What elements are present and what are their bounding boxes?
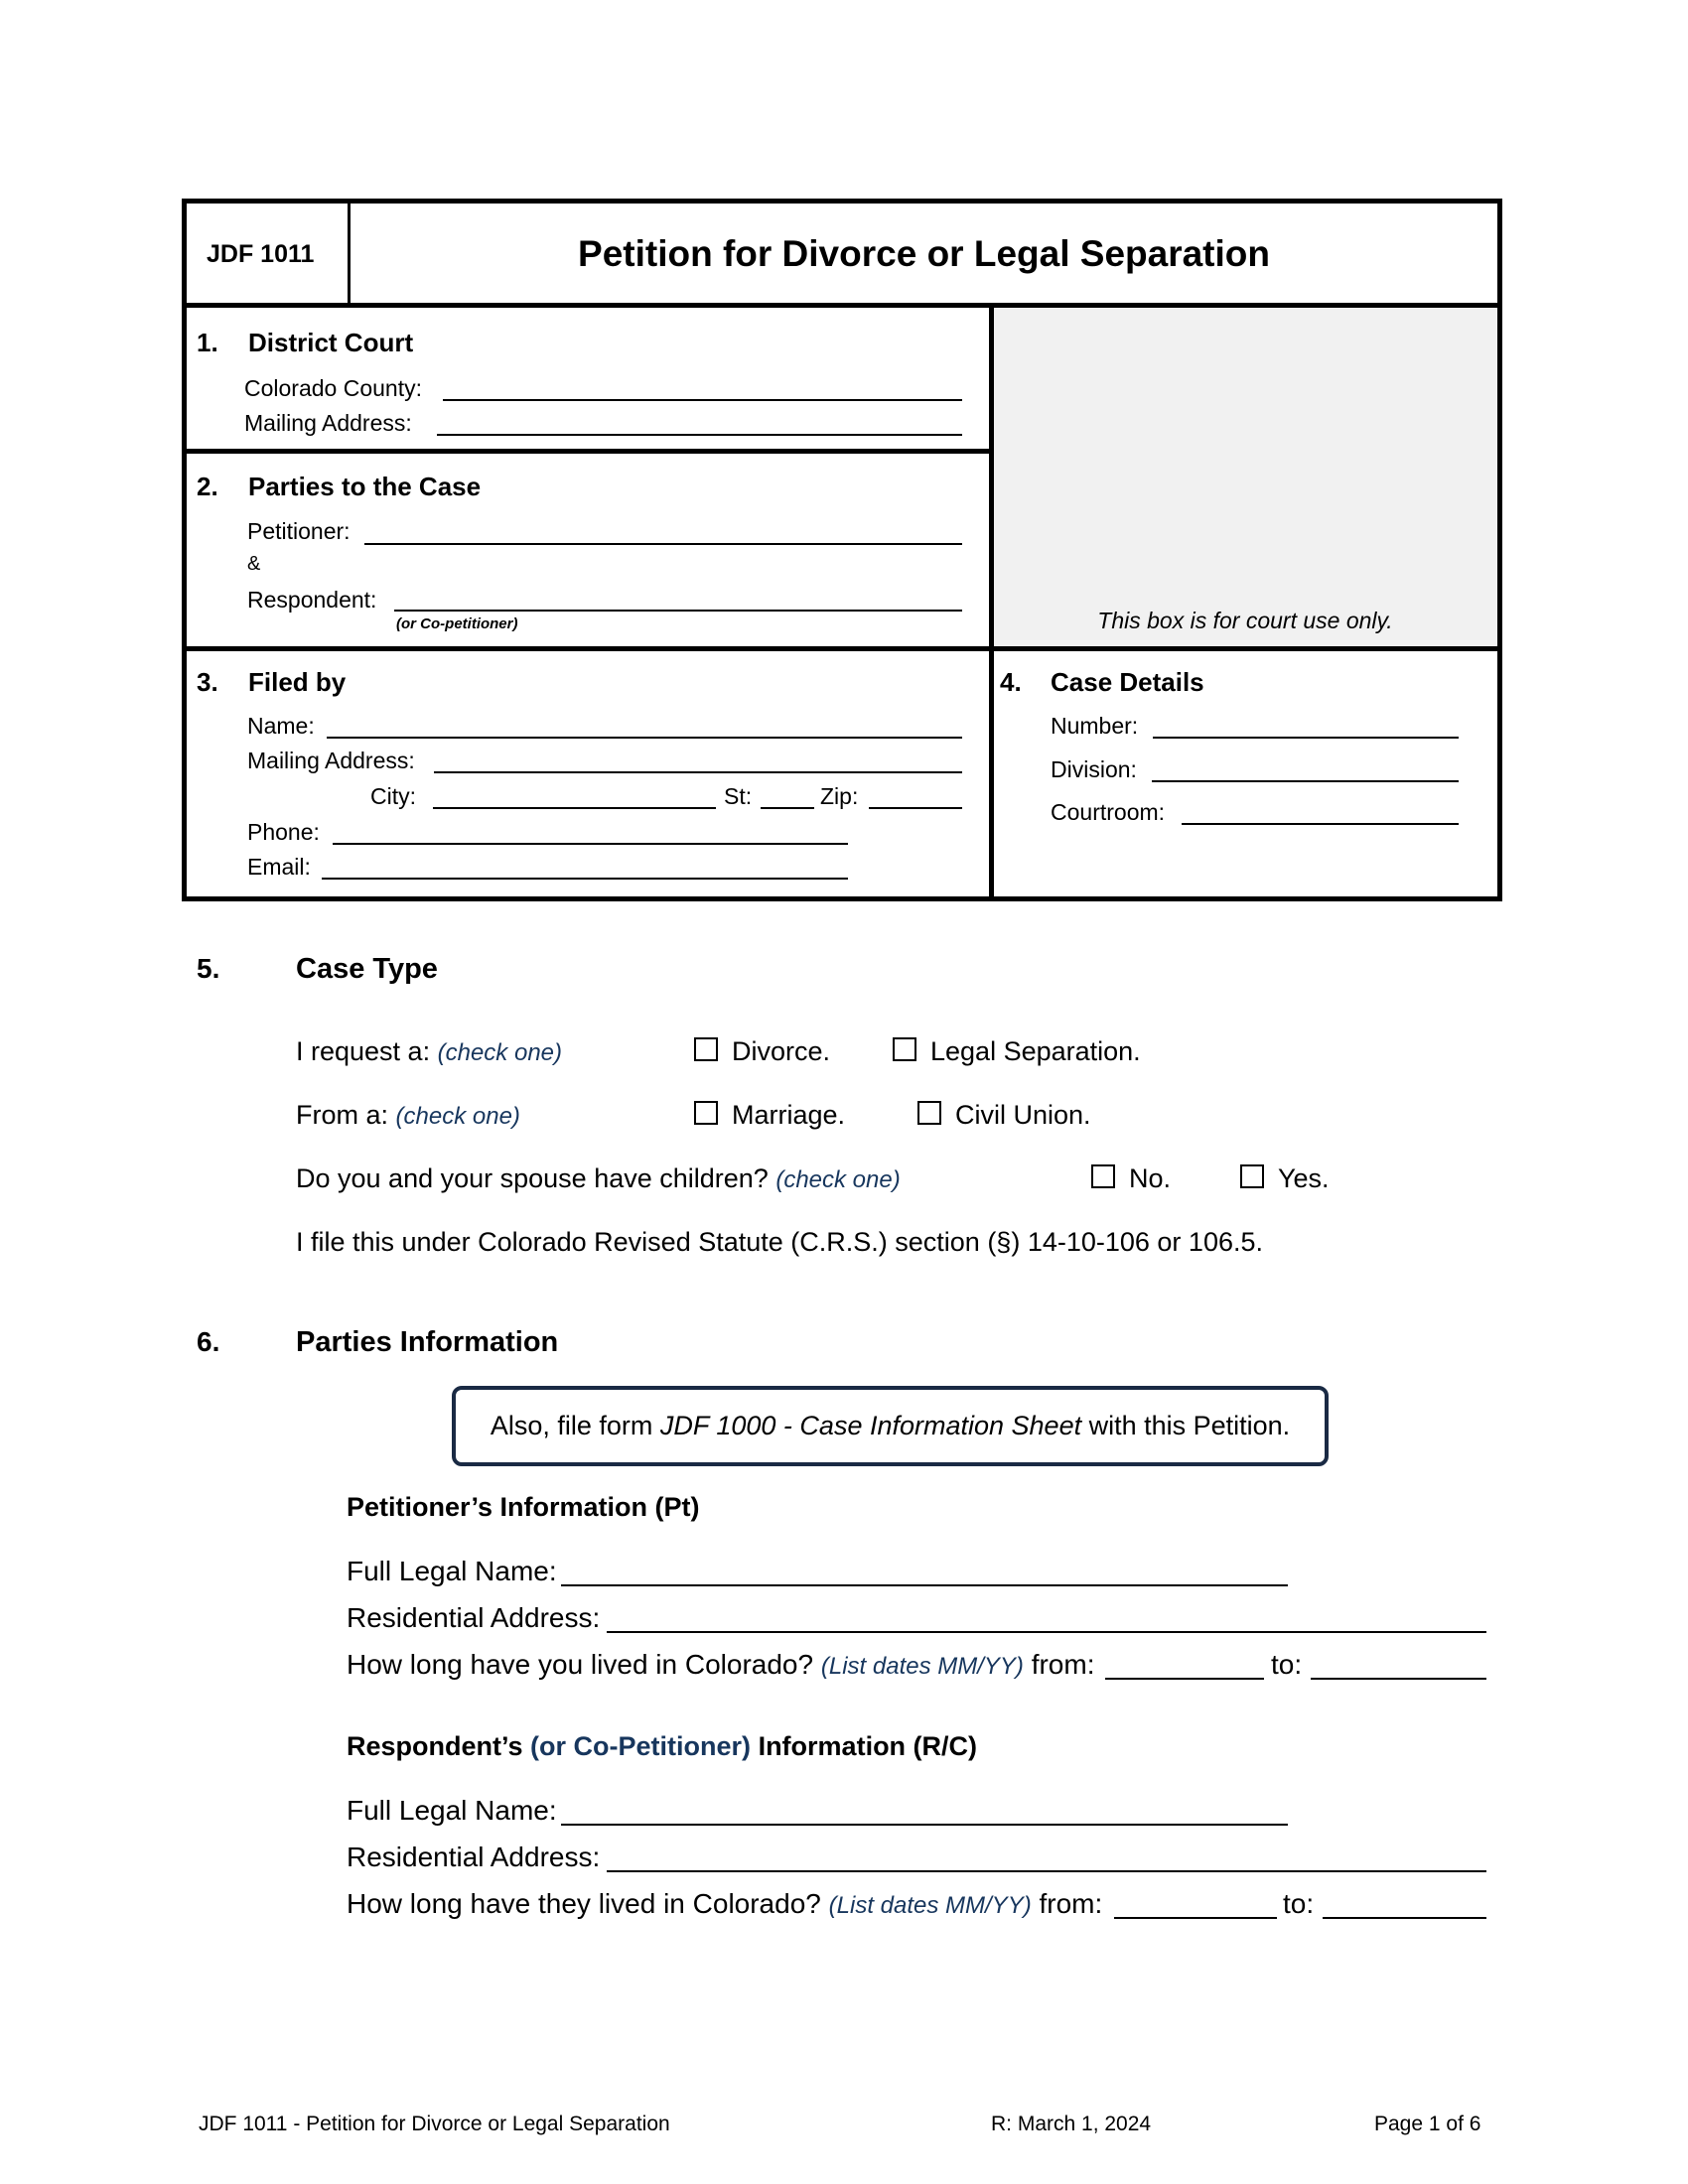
section-4-number: 4. xyxy=(1000,667,1022,697)
parties-heading: Parties to the Case xyxy=(248,472,482,501)
pt-lived-to-field[interactable] xyxy=(1311,1678,1486,1680)
zip-field[interactable] xyxy=(869,807,962,809)
form-title: Petition for Divorce or Legal Separation xyxy=(578,233,1270,274)
filer-name-field[interactable] xyxy=(327,737,962,739)
pt-address-label: Residential Address: xyxy=(347,1602,601,1633)
section-5-number: 5. xyxy=(197,953,220,984)
caption-divider-1 xyxy=(187,449,989,454)
case-number-label: Number: xyxy=(1051,713,1139,739)
email-label: Email: xyxy=(247,854,311,880)
state-label: St: xyxy=(724,783,753,809)
rc-address-label: Residential Address: xyxy=(347,1842,601,1872)
court-use-note: This box is for court use only. xyxy=(1097,608,1393,633)
rc-lived-from-field[interactable] xyxy=(1114,1917,1277,1919)
footer-page-number: Page 1 of 6 xyxy=(1374,2113,1481,2135)
filer-name-label: Name: xyxy=(247,713,315,739)
request-question: I request a: (check one) xyxy=(296,1036,562,1066)
filer-address-field[interactable] xyxy=(434,771,962,773)
case-type-heading: Case Type xyxy=(296,953,438,985)
phone-label: Phone: xyxy=(247,819,320,845)
division-label: Division: xyxy=(1051,756,1137,782)
case-number-field[interactable] xyxy=(1153,737,1459,739)
respondent-info-heading: Respondent’s (or Co-Petitioner) Information (R/C) xyxy=(347,1731,978,1761)
civil-union-option-label: Civil Union. xyxy=(955,1100,1091,1130)
section-2-number: 2. xyxy=(197,472,218,501)
email-field[interactable] xyxy=(322,878,848,880)
state-field[interactable] xyxy=(761,807,814,809)
rc-full-name-label: Full Legal Name: xyxy=(347,1795,557,1826)
respondent-field[interactable] xyxy=(394,610,962,612)
section-6-number: 6. xyxy=(197,1326,220,1357)
children-yes-label: Yes. xyxy=(1278,1163,1330,1193)
form-header xyxy=(182,199,1502,308)
county-label: Colorado County: xyxy=(244,375,422,401)
rc-address-field[interactable] xyxy=(607,1870,1486,1872)
rc-lived-to-field[interactable] xyxy=(1323,1917,1486,1919)
section-3-number: 3. xyxy=(197,667,218,697)
children-yes-checkbox[interactable] xyxy=(1240,1164,1264,1188)
children-no-checkbox[interactable] xyxy=(1091,1164,1115,1188)
zip-label: Zip: xyxy=(820,783,859,809)
rc-to-label: to: xyxy=(1283,1888,1315,1919)
marriage-checkbox[interactable] xyxy=(694,1101,718,1125)
city-label: City: xyxy=(370,783,416,809)
children-no-label: No. xyxy=(1129,1163,1172,1193)
from-question: From a: (check one) xyxy=(296,1100,520,1130)
filer-address-label: Mailing Address: xyxy=(247,748,415,773)
footer-revision: R: March 1, 2024 xyxy=(991,2113,1152,2135)
caption-vertical-divider xyxy=(989,308,994,898)
court-address-field[interactable] xyxy=(437,434,962,436)
civil-union-checkbox[interactable] xyxy=(917,1101,941,1125)
ampersand: & xyxy=(247,553,261,575)
rc-full-name-field[interactable] xyxy=(561,1824,1288,1826)
pt-lived-question: How long have you lived in Colorado? (List dates MM/YY) from: xyxy=(347,1649,1095,1680)
divorce-checkbox[interactable] xyxy=(694,1037,718,1061)
pt-full-name-label: Full Legal Name: xyxy=(347,1556,557,1586)
courtroom-field[interactable] xyxy=(1182,823,1459,825)
pt-full-name-field[interactable] xyxy=(561,1584,1288,1586)
legal-separation-checkbox[interactable] xyxy=(893,1037,916,1061)
pt-lived-from-field[interactable] xyxy=(1105,1678,1264,1680)
marriage-option-label: Marriage. xyxy=(732,1100,846,1130)
division-field[interactable] xyxy=(1152,780,1459,782)
co-petitioner-note: (or Co-petitioner) xyxy=(396,615,518,632)
case-info-notice: Also, file form JDF 1000 - Case Information Sheet with this Petition. xyxy=(452,1386,1329,1466)
filed-by-heading: Filed by xyxy=(248,667,347,697)
children-question: Do you and your spouse have children? (check one) xyxy=(296,1163,901,1193)
pt-address-field[interactable] xyxy=(607,1631,1486,1633)
respondent-label: Respondent: xyxy=(247,587,377,613)
caption-divider-2 xyxy=(187,646,1497,651)
statute-text: I file this under Colorado Revised Statute (C.R.S.) section (§) 14-10-106 or 106.5. xyxy=(296,1227,1263,1257)
divorce-option-label: Divorce. xyxy=(732,1036,831,1066)
case-details-heading: Case Details xyxy=(1051,667,1204,697)
court-address-label: Mailing Address: xyxy=(244,410,412,436)
courtroom-label: Courtroom: xyxy=(1051,799,1166,825)
parties-info-heading: Parties Information xyxy=(296,1326,559,1358)
pt-to-label: to: xyxy=(1271,1649,1303,1680)
district-court-heading: District Court xyxy=(248,328,414,357)
petitioner-field[interactable] xyxy=(364,543,962,545)
rc-lived-question: How long have they lived in Colorado? (List dates MM/YY) from: xyxy=(347,1888,1103,1919)
footer-form-name: JDF 1011 - Petition for Divorce or Legal Separation xyxy=(199,2113,670,2135)
county-field[interactable] xyxy=(443,399,962,401)
petitioner-label: Petitioner: xyxy=(247,518,351,544)
court-use-box xyxy=(993,308,1497,648)
legal-separation-option-label: Legal Separation. xyxy=(930,1036,1141,1066)
city-field[interactable] xyxy=(433,807,716,809)
phone-field[interactable] xyxy=(333,843,848,845)
section-1-number: 1. xyxy=(197,328,218,357)
petitioner-info-heading: Petitioner’s Information (Pt) xyxy=(347,1492,700,1522)
form-id: JDF 1011 xyxy=(207,240,315,268)
